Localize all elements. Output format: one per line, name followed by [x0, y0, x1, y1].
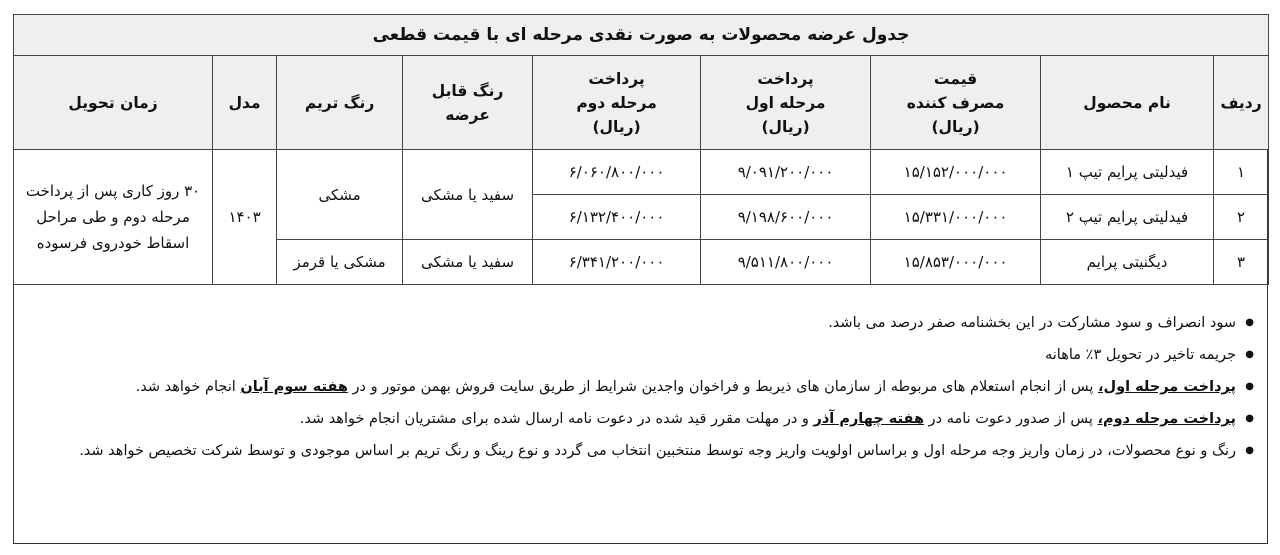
note-payment-1: ● پرداخت مرحله اول، پس از انجام استعلام های مربوطه از سازمان های ذیربط و فراخوان واجدین شرایط از طریق سایت فروش بهمن موتور و در هفته سوم آبان انجام خواهد شد.	[28, 374, 1254, 400]
product-table	[13, 14, 1269, 285]
product-name: دیگنیتی پرایم	[1041, 240, 1214, 285]
trim-color: مشکی یا قرمز	[277, 240, 403, 285]
header-product: نام محصول	[1041, 56, 1214, 150]
product-name: فیدلیتی پرایم تیپ ۲	[1041, 195, 1214, 240]
table-row	[14, 150, 1269, 195]
header-payment-1: پرداخت مرحله اول (ریال)	[701, 56, 871, 150]
price: ۱۵/۱۵۲/۰۰۰/۰۰۰	[871, 150, 1041, 195]
header-delivery: زمان تحویل	[14, 56, 213, 150]
header-trim: رنگ تریم	[277, 56, 403, 150]
price: ۱۵/۸۵۳/۰۰۰/۰۰۰	[871, 240, 1041, 285]
payment-1: ۹/۱۹۸/۶۰۰/۰۰۰	[701, 195, 871, 240]
row-number: ۳	[1214, 240, 1269, 285]
model-year: ۱۴۰۳	[213, 150, 277, 285]
payment-1: ۹/۵۱۱/۸۰۰/۰۰۰	[701, 240, 871, 285]
table-title: جدول عرضه محصولات به صورت نقدی مرحله ای با قیمت قطعی	[14, 15, 1269, 56]
note-profit: ● سود انصراف و سود مشارکت در این بخشنامه صفر درصد می باشد.	[28, 310, 1254, 336]
trim-color: مشکی	[277, 150, 403, 240]
note-payment-2: ● پرداخت مرحله دوم، پس از صدور دعوت نامه در هفته چهارم آذر و در مهلت مقرر قید شده در دعوت نامه ارسال شده برای مشتریان انجام خواهد شد.	[28, 406, 1254, 432]
row-number: ۱	[1214, 150, 1269, 195]
header-model: مدل	[213, 56, 277, 150]
price: ۱۵/۳۳۱/۰۰۰/۰۰۰	[871, 195, 1041, 240]
payment-2: ۶/۳۴۱/۲۰۰/۰۰۰	[533, 240, 701, 285]
header-row-number: ردیف	[1214, 56, 1269, 150]
payment-2: ۶/۱۳۲/۴۰۰/۰۰۰	[533, 195, 701, 240]
header-payment-2: پرداخت مرحله دوم (ریال)	[533, 56, 701, 150]
payment-1: ۹/۰۹۱/۲۰۰/۰۰۰	[701, 150, 871, 195]
product-name: فیدلیتی پرایم تیپ ۱	[1041, 150, 1214, 195]
delivery-time: ۳۰ روز کاری پس از پرداخت مرحله دوم و طی مراحل اسقاط خودروی فرسوده	[14, 150, 213, 285]
available-color: سفید یا مشکی	[403, 150, 533, 240]
row-number: ۲	[1214, 195, 1269, 240]
notes-list	[28, 310, 1254, 470]
header-color: رنگ قابل عرضه	[403, 56, 533, 150]
note-colors: ● رنگ و نوع محصولات، در زمان واریز وجه مرحله اول و براساس اولویت واریز وجه توسط منتخبین انتخاب می گردد و نوع رینگ و رنگ تریم بر اساس موجودی و توسط شرکت تخصیص خواهد شد.	[28, 438, 1254, 464]
available-color: سفید یا مشکی	[403, 240, 533, 285]
payment-2: ۶/۰۶۰/۸۰۰/۰۰۰	[533, 150, 701, 195]
note-penalty: ● جریمه تاخیر در تحویل ۳٪ ماهانه	[28, 342, 1254, 368]
header-price: قیمت مصرف کننده (ریال)	[871, 56, 1041, 150]
